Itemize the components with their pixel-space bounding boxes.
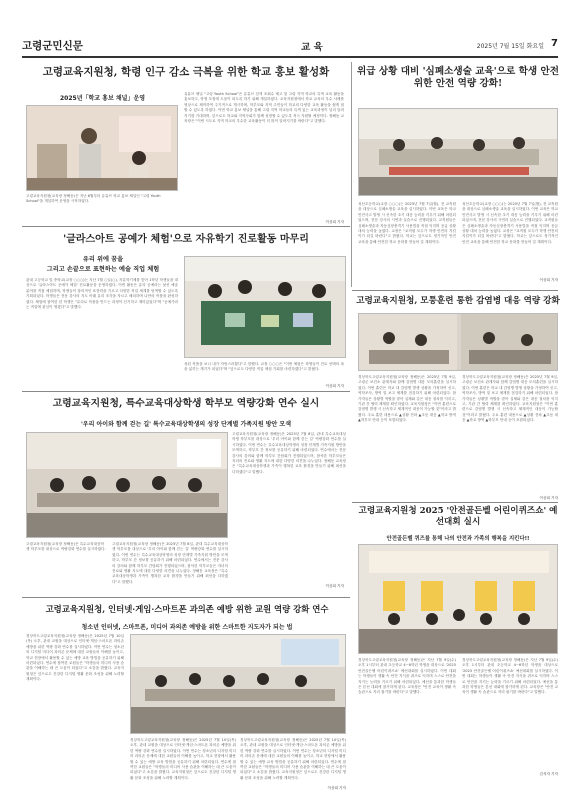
article-7-body-col1: 경상북도고령교육지원청(교육장 정해동)은 2025년 7월 10일(목) 오후, 관내 교원을 대상으로 인터넷·게임·스마트폰 과의존 예방을 위한 역량 강화 연수를 실시하였다. 이번 연수는 청소년의 디지털 미디어 과의존 문제에 대한 교원들의 이해를 높이고, 학교 현장에서 활용할 수 있는 예방 교육 방법을 공유하기 위해 마련되었다. 연수에 참여한 교원들은 "학생들의 미디어 사용 습관을 이해하는 데 큰 도움이 되었다"고 소감을 밝혔다. 교육지원청은 앞으로도 건강한 디지털 생활 문화 조성을 위해 노력할 계획이다. [26,634,124,682]
article-7-body-col2: 경상북도고령교육지원청(교육장 정해동)은 2025년 7월 10일(목) 오후, 관내 교원을 대상으로 인터넷·게임·스마트폰 과의존 예방을 위한 역량 강화 연수를 실시하였다. 이번 연수는 청소년의 디지털 미디어 과의존 문제에 대한 교원들의 이해를 높이고, 학교 현장에서 활용할 수 있는 예방 교육 방법을 공유하기 위해 마련되었다. 연수에 참여한 교원들은 "학생들의 미디어 사용 습관을 이해하는 데 큰 도움이 되었다"고 소감을 밝혔다. 교육지원청은 앞으로도 건강한 디지털 생활 문화 조성을 위해 노력할 계획이다. [130,738,236,780]
article-1-body: 유튜브 채널 "고령 Youth School"은 유튜브 검색 조회수 제고 및 고령 지역 학교의 특색 교육 활동을 홍보하고, 학생 모집에 도움이 되도록 하기 위해 개설하였다. 교육지원청에서 학교 교육의 우수 사례를 영상으로 제작하여 주기적으로 게시하며, 학부모와 지역 주민들이 학교의 다양한 교육 활동을 쉽게 접할 수 있도록 하였다. 이번 학교 홍보 채널을 통해 고령 지역 학교들의 특색 있는 교육과정이 널리 알려지기를 기대하며, 앞으로도 학교와 지역사회가 함께 성장할 수 있도록 적극 지원할 예정이다. 정해동 교육장은 "이번 시도로 지역 학교의 우수한 교육활동이 더 많이 알려지기를 바란다"고 말했다. [184,92,344,124]
article-6-photo-art [359,545,558,654]
article-7-photo-art [131,635,346,734]
section-divider [22,597,350,598]
article-1-photo [26,105,178,191]
article-6-headline: 고령교육지원청 2025 '안전골든벨 어린이퀴즈쇼' 예선대회 실시 [358,506,558,528]
article-4-body-col2: 경상북도고령교육지원청(교육장 정해동)은 2025년 7월 9일, 고령군 보건소 관계자와 함께 감염병 대응 모의훈련을 실시하였다. 이번 훈련은 학교 내 감염병 발생 상황을 가정하여 신고, 역학조사, 방역 및 보고 체계를 점검하기 위해 마련되었다. 참가자들은 상황별 역할을 맡아 실제와 같은 대응 절차를 익히고, 기관 간 협력 체계를 확인하였다. 교육지원청은 "이번 훈련으로 감염병 발생 시 신속하고 체계적인 대응이 가능할 것"이라고 밝혔다. 주요 훈련 내용으로 ▲상황 전파 ▲초동 대응 ▲학교 방역 ▲학부모 안내 등이 포함되었다. [462,375,558,423]
article-6-byline: 김석자 기자 [539,772,558,776]
article-3-photo-art [185,257,346,358]
article-7-byline: 이상희 기자 [327,786,346,790]
article-2-photo [358,108,558,196]
article-3-byline: 이상희 기자 [325,384,344,388]
page-number: 7 [551,38,558,49]
article-7-headline: 고령교육지원청, 인터넷·게임·스마트폰 과의존 예방 위한 교원 역량 강화 연수 [45,604,329,614]
section-divider [22,226,350,227]
article-5-byline: 이상희 기자 [325,584,344,588]
article-3-headline: '글라스아트 공예가 체험'으로 자유학기 진로활동 마무리 [63,234,309,245]
article-2-photo-art [359,109,558,196]
article-5-photo-art [27,433,228,538]
column-divider [351,62,352,287]
article-2-byline: 이상희 기자 [539,278,558,282]
newspaper-name: 고령군민신문 [22,40,83,52]
article-5-headline: 고령교육지원청, 특수교육대상학생 학부모 역량강화 연수 실시 [52,398,320,409]
article-7-body-col3: 경상북도고령교육지원청(교육장 정해동)은 2025년 7월 10일(목) 오후, 관내 교원을 대상으로 인터넷·게임·스마트폰 과의존 예방을 위한 역량 강화 연수를 실시하였다. 이번 연수는 청소년의 디지털 미디어 과의존 문제에 대한 교원들의 이해를 높이고, 학교 현장에서 활용할 수 있는 예방 교육 방법을 공유하기 위해 마련되었다. 연수에 참여한 교원들은 "학생들의 미디어 사용 습관을 이해하는 데 큰 도움이 되었다"고 소감을 밝혔다. 교육지원청은 앞으로도 건강한 디지털 생활 문화 조성을 위해 노력할 계획이다. [240,738,346,780]
article-1-subheadline: 2025년「학교 홍보 채널」운영 [60,95,146,102]
article-4-byline: 이상희 기자 [539,496,558,500]
article-4-headline: 고령교육지원청, 모퉁훈련 통한 감염병 대응 역량 강화 [356,296,560,306]
article-5-photo [26,432,228,538]
article-6-photo [358,544,558,654]
article-7-subheadline: 청소년 인터넷, 스마트폰, 미디어 과의존 예방을 위한 스마트한 지도자가 되는 법 [81,624,293,631]
article-6-body-col1: 경상북도고령교육지원청(교육장 정해동)은 지난 7월 9일(수) 오후 1시부터 관내 초등학교 4~6학년 학생을 대상으로 '2025 안전골든벨 어린이퀴즈쇼' 예선대회를 실시하였다. 이번 대회는 학생들이 생활 속 안전 지식을 퀴즈로 익히며 스스로 안전을 지키는 능력을 기르기 위해 마련되었다. 예선을 통과한 학생들은 본선 대회에 참가하게 된다. 교육장은 "안전 교육이 생활 속 습관으로 자리 잡기를 바란다"고 말했다. [358,658,456,695]
article-2-headline: 위급 상황 대비 '심폐소생술 교육'으로 학생 안전 위한 안전 역량 강화! [357,66,559,90]
article-3-photo [184,256,346,358]
article-1-photo-art [27,106,178,191]
article-7-photo [130,634,346,734]
section-divider [22,391,350,392]
article-3-body-cont: 성된 작품을 보니 내가 자랑스러웠다"고 말했다. 교장 ○○○은 "이번 체험은 학생들이 진로 선택의 폭을 넓히는 계기가 되었다"며 "앞으로도 다양한 직업 체험 기회를 마련하겠다"고 밝혔다. [184,362,344,372]
issue-date: 2025년 7월 15일 화요일 [476,43,544,50]
article-5-subheadline: '우리 아이와 함께 걷는 길' 특수교육대상학생의 성장 단계별 가족지원 방안 모색 [80,421,292,428]
article-5-body: 고령교육지원청(교육장 정해동)은 2025년 7월 8일, 관내 특수교육대상학생 학부모를 대상으로 '우리 아이와 함께 걷는 길' 역량강화 연수를 실시하였다. 이번 연수는 특수교육대상학생의 성장 단계별 가족지원 방안을 모색하고, 학부모 간 정보를 공유하기 위해 마련되었다. 연수에서는 전문 강사의 강의와 함께 학부모 간담회가 진행되었으며, 참석한 학부모들은 자녀의 진로와 생활 지도에 대한 다양한 의견을 나누었다. 정해동 교육장은 "특수교육대상학생과 가족이 행복한 교육 환경을 만들기 위해 최선을 다하겠다"고 말했다. [232,432,346,474]
article-1-byline: 이상희 기자 [325,220,344,224]
article-6-body-col2: 경상북도고령교육지원청(교육장 정해동)은 지난 7월 9일(수) 오후 1시부터 관내 초등학교 4~6학년 학생을 대상으로 '2025 안전골든벨 어린이퀴즈쇼' 예선대회를 실시하였다. 이번 대회는 학생들이 생활 속 안전 지식을 퀴즈로 익히며 스스로 안전을 지키는 능력을 기르기 위해 마련되었다. 예선을 통과한 학생들은 본선 대회에 참가하게 된다. 교육장은 "안전 교육이 생활 속 습관으로 자리 잡기를 바란다"고 말했다. [462,658,558,695]
article-3-subheadline-1: 유리 위에 꿈을 [82,256,124,263]
masthead [22,38,558,58]
article-4-photo [358,313,558,371]
article-2-body-col1: 성산초등학교(교장 ○○○)는 2025년 7월 7일(월), 전 교직원을 대상으로 심폐소생술 교육을 실시하였다. 이번 교육은 학교 안전사고 발생 시 신속한 초기 대응 능력을 키우기 위해 마련되었으며, 전문 강사의 시연과 실습으로 진행되었다. 교직원들은 심폐소생술과 자동심장충격기 사용법을 직접 익히며 응급 상황 대처 능력을 높였다. 교장은 "교직원 모두가 학생 안전의 지킴이가 되길 바란다"고 밝혔다. 학교는 앞으로도 정기적인 안전 교육을 통해 안전한 학교 문화를 만들어 갈 계획이다. [358,202,456,244]
section-divider [352,502,558,503]
article-6-subheadline: 안전골든벨 퀴즈를 통해 나의 안전과 가족의 행복을 지킨다!! [386,536,530,542]
article-5-body-cont: 고령교육지원청(교육장 정해동)은 2025년 7월 8일, 관내 특수교육대상학생 학부모를 대상으로 '우리 아이와 함께 걷는 길' 역량강화 연수를 실시하였다. 이번 연수는 특수교육대상학생의 성장 단계별 가족지원 방안을 모색하고, 학부모 간 정보를 공유하기 위해 마련되었다. 연수에서는 전문 강사의 강의와 함께 학부모 간담회가 진행되었으며, 참석한 학부모들은 자녀의 진로와 생활 지도에 대한 다양한 의견을 나누었다. 정해동 교육장은 "특수교육대상학생과 가족이 행복한 교육 환경을 만들기 위해 최선을 다하겠다"고 말했다. [112,542,228,584]
section-name: 교 육 [301,42,323,53]
section-divider [352,290,558,291]
article-1-headline: 고령교육지원청, 학령 인구 감소 극복을 위한 학교 홍보 활성화 [42,66,330,78]
article-2-body-col2: 성산초등학교(교장 ○○○)는 2025년 7월 7일(월), 전 교직원을 대상으로 심폐소생술 교육을 실시하였다. 이번 교육은 학교 안전사고 발생 시 신속한 초기 대응 능력을 키우기 위해 마련되었으며, 전문 강사의 시연과 실습으로 진행되었다. 교직원들은 심폐소생술과 자동심장충격기 사용법을 직접 익히며 응급 상황 대처 능력을 높였다. 교장은 "교직원 모두가 학생 안전의 지킴이가 되길 바란다"고 밝혔다. 학교는 앞으로도 정기적인 안전 교육을 통해 안전한 학교 문화를 만들어 갈 계획이다. [462,202,558,244]
article-3-body: 관내 고등학교 및 중학교(교장 ○○○)는 지난 7월 ○일(○), 자유학기제를 맞아 1학년 학생들을 대상으로 '글라스아트 공예가 체험' 진로활동을 운영하였다. 이번 활동은 유리 공예라는 낯선 예술 분야를 직접 체험하며, 학생들이 창의적인 표현력을 기르고 다양한 직업 세계를 탐색할 수 있도록 기획되었다. 학생들은 전문 강사의 지도 아래 유리 조각을 자르고 배치하며 나만의 작품을 완성하였다. 체험에 참여한 한 학생은 "유리로 작품을 만드는 과정이 신기하고 재미있었다"며 "공예가라는 직업에 관심이 생겼다"고 말했다. [26,278,178,310]
article-5-caption: 고령교육지원청(교육장 정해동)은 특수교육대상학생 학부모를 대상으로 역량강화 연수를 실시하였다. [26,542,106,552]
article-4-body-col1: 경상북도고령교육지원청(교육장 정해동)은 2025년 7월 9일, 고령군 보건소 관계자와 함께 감염병 대응 모의훈련을 실시하였다. 이번 훈련은 학교 내 감염병 발생 상황을 가정하여 신고, 역학조사, 방역 및 보고 체계를 점검하기 위해 마련되었다. 참가자들은 상황별 역할을 맡아 실제와 같은 대응 절차를 익히고, 기관 간 협력 체계를 확인하였다. 교육지원청은 "이번 훈련으로 감염병 발생 시 신속하고 체계적인 대응이 가능할 것"이라고 밝혔다. 주요 훈련 내용으로 ▲상황 전파 ▲초동 대응 ▲학교 방역 ▲학부모 안내 등이 포함되었다. [358,375,456,423]
article-4-photo-art [359,314,558,371]
article-1-caption: 고령교육지원청(교육장 정해동)은 지난 6월부터 유튜브 학교 홍보 채널인 "고령 Youth School"을 개설하여 운영을 시작하였다. [26,194,161,204]
article-3-subheadline-2: 그리고 손끝으로 표현하는 예술 직업 체험 [46,266,160,273]
